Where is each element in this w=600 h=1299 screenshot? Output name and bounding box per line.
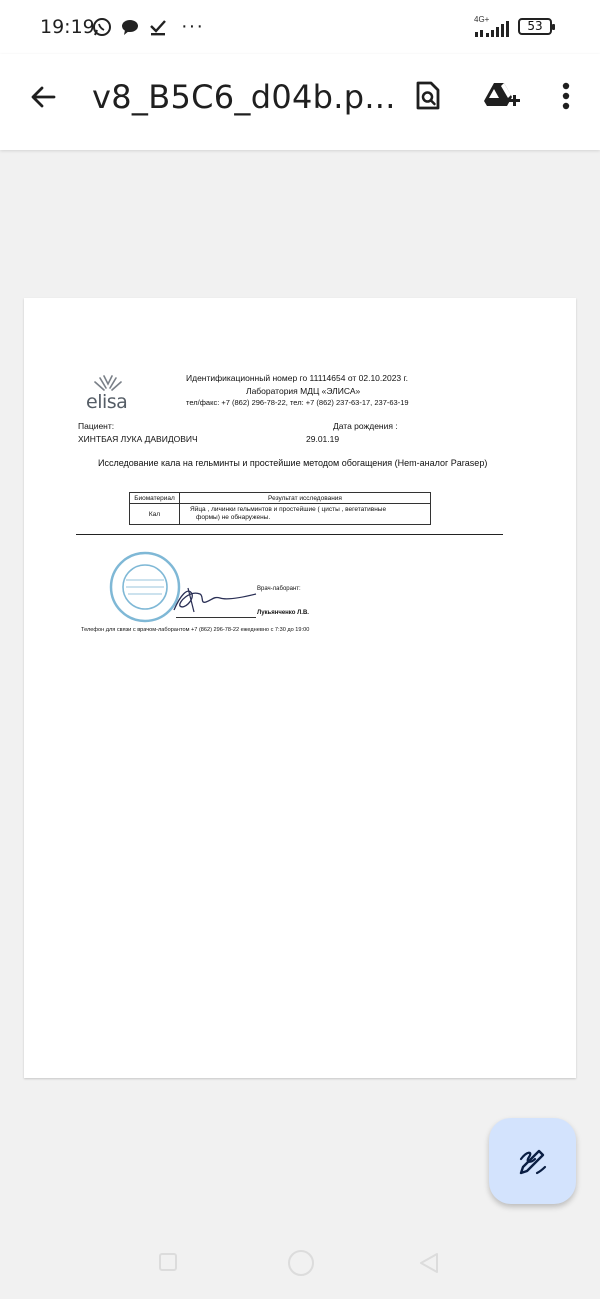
edit-fab-button[interactable] <box>489 1118 576 1204</box>
contact-footer: Телефон для связи с врачом-лаборантом +7 (862) 296-78-22 ежедневно с 7:30 до 19:00 <box>81 627 310 633</box>
study-title: Исследование кала на гельминты и простейшие методом обогащения (Hem-аналог Parasep) <box>98 458 488 468</box>
column-header: Результат исследования <box>180 493 431 504</box>
doctor-signature <box>170 576 260 616</box>
network-type: 4G+ <box>474 15 490 24</box>
signal-icon <box>474 18 510 40</box>
dob-value: 29.01.19 <box>306 434 340 444</box>
more-options-button[interactable] <box>544 74 588 118</box>
document-page[interactable] <box>24 298 576 1078</box>
edit-draw-icon <box>517 1145 549 1177</box>
table-header-row <box>130 493 431 504</box>
divider <box>76 534 503 535</box>
find-in-page-icon <box>414 80 442 112</box>
table-cell-material: Кал <box>130 504 180 525</box>
column-header: Биоматериал <box>130 493 180 504</box>
more-vert-icon <box>562 82 570 110</box>
signature-line <box>176 617 256 618</box>
doctor-name: Лукьянченко Л.В. <box>257 610 309 616</box>
status-time: 19:19 <box>40 16 95 38</box>
back-button[interactable] <box>22 76 64 118</box>
table-cell-result <box>180 504 431 525</box>
dob-label: Дата рождения : <box>333 421 398 431</box>
patient-name: ХИНТБАЯ ЛУКА ДАВИДОВИЧ <box>78 434 198 444</box>
status-bar <box>0 0 600 54</box>
results-table <box>129 492 431 525</box>
download-done-icon <box>148 16 168 38</box>
table-row <box>130 504 431 525</box>
patient-label: Пациент: <box>78 421 115 431</box>
more-notifications: ··· <box>181 15 204 37</box>
app-bar <box>0 54 600 150</box>
chat-bubble-icon <box>120 16 140 38</box>
system-nav-bar <box>0 1236 600 1299</box>
battery-indicator: 53 <box>518 18 552 35</box>
find-in-page-button[interactable] <box>406 74 450 118</box>
back-triangle-icon[interactable] <box>418 1252 440 1274</box>
add-to-drive-icon <box>482 80 522 112</box>
doctor-label: Врач-лаборант: <box>257 586 301 592</box>
whatsapp-icon <box>91 16 113 38</box>
lab-contacts: тел/факс: +7 (862) 296-78-22, тел: +7 (862) 237-63-17, 237-63-19 <box>186 398 409 407</box>
home-circle-icon[interactable] <box>288 1250 314 1276</box>
id-line: Идентификационный номер го 11114654 от 02.10.2023 г. <box>186 373 408 383</box>
back-arrow-icon <box>29 83 57 111</box>
result-line: Яйца , личинки гельминтов и простейшие ( цисты , вегетативные <box>190 506 387 513</box>
recents-square-icon[interactable] <box>159 1253 177 1271</box>
result-line: формы) не обнаружены. <box>196 514 271 521</box>
logo-text: elisa <box>86 391 128 413</box>
add-to-drive-button[interactable] <box>480 74 524 118</box>
document-title: v8_B5C6_d04b.p... <box>92 78 396 116</box>
lab-name: Лаборатория МДЦ «ЭЛИСА» <box>246 386 361 396</box>
